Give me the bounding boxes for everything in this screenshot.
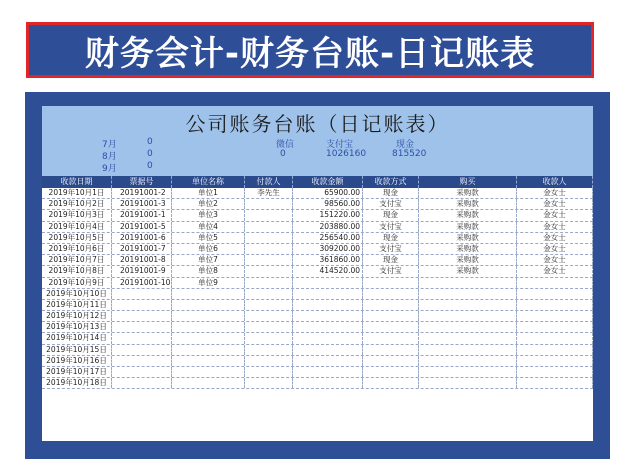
table-cell[interactable]: 2019年10月4日 (42, 222, 112, 232)
table-row (42, 233, 593, 244)
table-cell[interactable]: 151220.00 (293, 210, 363, 220)
table-cell[interactable] (245, 345, 293, 355)
table-cell[interactable]: 单位2 (172, 199, 245, 209)
table-cell[interactable] (245, 311, 293, 321)
table-cell[interactable]: 现金 (363, 255, 419, 265)
table-row (42, 210, 593, 221)
table-cell[interactable] (245, 222, 293, 232)
table-cell[interactable]: 支付宝 (363, 266, 419, 276)
summary-channel-value: 815520 (392, 149, 427, 159)
table-cell[interactable]: 金女士 (517, 222, 593, 232)
table-cell[interactable]: 2019年10月3日 (42, 210, 112, 220)
table-cell[interactable] (112, 345, 172, 355)
table-body (42, 188, 593, 389)
table-cell[interactable]: 单位3 (172, 210, 245, 220)
table-cell[interactable] (419, 289, 517, 299)
table-cell[interactable] (363, 300, 419, 310)
table-cell[interactable] (112, 289, 172, 299)
table-cell[interactable]: 256540.00 (293, 233, 363, 243)
table-cell[interactable]: 2019年10月10日 (42, 289, 112, 299)
table-cell[interactable]: 采购款 (419, 222, 517, 232)
banner-title: 财务会计-财务台账-日记账表 (84, 33, 536, 74)
table-cell[interactable] (172, 345, 245, 355)
table-cell[interactable]: 金女士 (517, 266, 593, 276)
table-cell[interactable]: 金女士 (517, 244, 593, 254)
table-cell[interactable] (245, 199, 293, 209)
table-cell[interactable] (112, 367, 172, 377)
table-row (42, 199, 593, 210)
table-row (42, 378, 593, 389)
table-cell[interactable] (245, 210, 293, 220)
table-cell[interactable] (245, 333, 293, 343)
table-cell[interactable]: 2019年10月18日 (42, 378, 112, 388)
summary-month-value: 0 (147, 161, 153, 171)
table-cell[interactable]: 203880.00 (293, 222, 363, 232)
table-row (42, 356, 593, 367)
table-row (42, 266, 593, 277)
table-cell[interactable]: 361860.00 (293, 255, 363, 265)
table-cell[interactable]: 20191001-8 (112, 255, 172, 265)
title-banner (26, 22, 594, 78)
table-cell[interactable]: 2019年10月5日 (42, 233, 112, 243)
table-cell[interactable]: 2019年10月15日 (42, 345, 112, 355)
table-cell[interactable] (245, 278, 293, 288)
table-cell[interactable]: 20191001-3 (112, 199, 172, 209)
table-cell[interactable] (245, 289, 293, 299)
table-cell[interactable]: 2019年10月1日 (42, 188, 112, 198)
column-header[interactable]: 收款方式 (363, 176, 419, 188)
table-cell[interactable] (172, 300, 245, 310)
table-cell[interactable] (112, 300, 172, 310)
table-cell[interactable] (363, 278, 419, 288)
table-cell[interactable]: 现金 (363, 233, 419, 243)
table-cell[interactable]: 20191001-7 (112, 244, 172, 254)
table-cell[interactable]: 2019年10月14日 (42, 333, 112, 343)
table-row (42, 345, 593, 356)
summary-month-label: 8月 (102, 152, 117, 162)
table-cell[interactable]: 金女士 (517, 255, 593, 265)
table-cell[interactable]: 单位7 (172, 255, 245, 265)
table-cell[interactable]: 支付宝 (363, 222, 419, 232)
table-row (42, 300, 593, 311)
table-row (42, 244, 593, 255)
table-row (42, 333, 593, 344)
table-cell[interactable]: 65900.00 (293, 188, 363, 198)
table-cell[interactable]: 金女士 (517, 233, 593, 243)
table-cell[interactable]: 2019年10月6日 (42, 244, 112, 254)
table-cell[interactable] (112, 356, 172, 366)
sheet-title: 公司账务台账（日记账表） (185, 112, 450, 136)
summary-channel-label: 现金 (396, 140, 415, 150)
table-cell[interactable] (517, 311, 593, 321)
table-cell[interactable] (363, 333, 419, 343)
table-cell[interactable]: 采购款 (419, 244, 517, 254)
table-cell[interactable]: 2019年10月7日 (42, 255, 112, 265)
table-cell[interactable] (293, 300, 363, 310)
table-cell[interactable]: 采购款 (419, 210, 517, 220)
table-row (42, 367, 593, 378)
table-row (42, 289, 593, 300)
table-cell[interactable] (517, 300, 593, 310)
table-cell[interactable] (363, 322, 419, 332)
column-header[interactable]: 单位名称 (172, 176, 245, 188)
table-cell[interactable]: 采购款 (419, 188, 517, 198)
table-cell[interactable] (363, 367, 419, 377)
table-cell[interactable]: 20191001-2 (112, 188, 172, 198)
table-cell[interactable] (293, 367, 363, 377)
summary-channel-label: 支付宝 (326, 140, 354, 150)
table-cell[interactable] (517, 367, 593, 377)
table-cell[interactable] (293, 356, 363, 366)
table-cell[interactable] (363, 289, 419, 299)
table-cell[interactable]: 2019年10月8日 (42, 266, 112, 276)
table-cell[interactable] (293, 278, 363, 288)
table-cell[interactable] (172, 322, 245, 332)
table-cell[interactable]: 采购款 (419, 199, 517, 209)
table-cell[interactable] (517, 333, 593, 343)
table-cell[interactable] (363, 311, 419, 321)
table-cell[interactable]: 2019年10月9日 (42, 278, 112, 288)
table-cell[interactable]: 414520.00 (293, 266, 363, 276)
table-row (42, 222, 593, 233)
table-cell[interactable]: 金女士 (517, 210, 593, 220)
table-cell[interactable]: 采购款 (419, 266, 517, 276)
table-cell[interactable]: 单位5 (172, 233, 245, 243)
column-header-row (42, 176, 593, 188)
table-cell[interactable]: 现金 (363, 188, 419, 198)
table-cell[interactable] (112, 333, 172, 343)
table-cell[interactable]: 支付宝 (363, 244, 419, 254)
summary-channel-value: 1026160 (326, 149, 367, 159)
table-cell[interactable]: 20191001-1 (112, 210, 172, 220)
summary-month-label: 9月 (102, 164, 117, 174)
table-cell[interactable]: 采购款 (419, 255, 517, 265)
table-cell[interactable] (245, 266, 293, 276)
table-cell[interactable] (245, 300, 293, 310)
table-cell[interactable] (419, 378, 517, 388)
summary-month-value: 0 (147, 137, 153, 147)
table-cell[interactable]: 2019年10月2日 (42, 199, 112, 209)
table-cell[interactable] (517, 356, 593, 366)
table-cell[interactable] (517, 378, 593, 388)
table-cell[interactable] (419, 333, 517, 343)
column-header[interactable]: 票据号 (112, 176, 172, 188)
table-cell[interactable] (419, 300, 517, 310)
table-row (42, 278, 593, 289)
table-cell[interactable]: 20191001-5 (112, 222, 172, 232)
table-row (42, 255, 593, 266)
table-row (42, 322, 593, 333)
table-cell[interactable] (245, 367, 293, 377)
table-cell[interactable] (419, 367, 517, 377)
table-cell[interactable] (419, 322, 517, 332)
table-cell[interactable] (293, 345, 363, 355)
sheet-header (42, 106, 593, 176)
table-cell[interactable] (293, 289, 363, 299)
table-cell[interactable] (245, 356, 293, 366)
table-cell[interactable]: 李先生 (245, 188, 293, 198)
table-cell[interactable] (419, 345, 517, 355)
table-cell[interactable]: 单位1 (172, 188, 245, 198)
table-cell[interactable]: 2019年10月13日 (42, 322, 112, 332)
table-cell[interactable] (293, 378, 363, 388)
table-row (42, 311, 593, 322)
spreadsheet (42, 106, 593, 441)
table-cell[interactable] (172, 333, 245, 343)
column-header[interactable]: 收款人 (517, 176, 593, 188)
table-cell[interactable] (112, 322, 172, 332)
table-cell[interactable]: 309200.00 (293, 244, 363, 254)
table-cell[interactable] (363, 378, 419, 388)
table-cell[interactable] (363, 345, 419, 355)
table-cell[interactable] (172, 289, 245, 299)
summary-month-label: 7月 (102, 140, 117, 150)
table-cell[interactable] (363, 356, 419, 366)
summary-channel-label: 微信 (276, 140, 295, 150)
table-cell[interactable] (172, 367, 245, 377)
table-cell[interactable] (293, 333, 363, 343)
table-cell[interactable]: 支付宝 (363, 199, 419, 209)
table-cell[interactable]: 金女士 (517, 199, 593, 209)
table-cell[interactable] (419, 278, 517, 288)
table-row (42, 188, 593, 199)
table-cell[interactable]: 金女士 (517, 188, 593, 198)
table-cell[interactable]: 20191001-10 (112, 278, 172, 288)
table-cell[interactable] (172, 378, 245, 388)
column-header[interactable]: 收款金额 (293, 176, 363, 188)
column-header[interactable]: 购买 (419, 176, 517, 188)
column-header[interactable]: 收款日期 (42, 176, 112, 188)
table-cell[interactable]: 98560.00 (293, 199, 363, 209)
table-cell[interactable]: 20191001-9 (112, 266, 172, 276)
table-cell[interactable] (245, 378, 293, 388)
table-cell[interactable] (517, 345, 593, 355)
table-cell[interactable] (517, 278, 593, 288)
table-cell[interactable] (245, 233, 293, 243)
summary-month-value: 0 (147, 149, 153, 159)
table-cell[interactable] (112, 378, 172, 388)
table-cell[interactable] (112, 311, 172, 321)
table-cell[interactable] (517, 322, 593, 332)
table-cell[interactable]: 单位4 (172, 222, 245, 232)
table-cell[interactable] (245, 255, 293, 265)
table-cell[interactable]: 2019年10月12日 (42, 311, 112, 321)
table-cell[interactable]: 单位9 (172, 278, 245, 288)
table-cell[interactable]: 2019年10月11日 (42, 300, 112, 310)
table-cell[interactable] (172, 311, 245, 321)
table-cell[interactable]: 20191001-6 (112, 233, 172, 243)
table-cell[interactable] (293, 311, 363, 321)
summary-channel-value: 0 (280, 149, 286, 159)
table-cell[interactable]: 现金 (363, 210, 419, 220)
table-cell[interactable] (517, 289, 593, 299)
table-cell[interactable] (419, 356, 517, 366)
table-cell[interactable]: 2019年10月17日 (42, 367, 112, 377)
table-cell[interactable]: 采购款 (419, 233, 517, 243)
column-header[interactable]: 付款人 (245, 176, 293, 188)
table-cell[interactable] (245, 322, 293, 332)
table-cell[interactable] (419, 311, 517, 321)
table-cell[interactable] (293, 322, 363, 332)
table-cell[interactable]: 单位6 (172, 244, 245, 254)
table-cell[interactable]: 单位8 (172, 266, 245, 276)
table-cell[interactable] (172, 356, 245, 366)
table-cell[interactable] (245, 244, 293, 254)
table-cell[interactable]: 2019年10月16日 (42, 356, 112, 366)
